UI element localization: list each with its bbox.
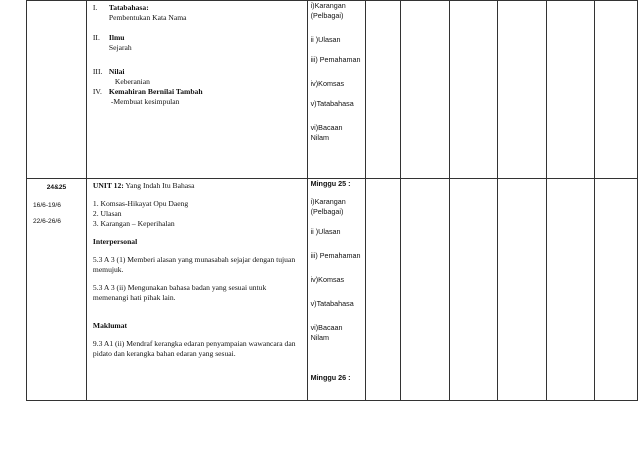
lesson-plan-table	[26, 0, 638, 401]
list-item: II. Ilmu	[92, 33, 125, 42]
empty-cell	[401, 179, 450, 401]
empty-cell	[450, 1, 498, 179]
list-item: I. Tatabahasa:	[92, 3, 149, 12]
skills-cell: Minggu 25 : i)Karangan (Pelbagai) ii )Ulasan iii) Pemahaman iv)Komsas v)Tatabahasa vi)Bacaan Nilam Minggu 26 :	[307, 179, 365, 401]
table-row	[27, 1, 638, 179]
empty-cell	[498, 179, 547, 401]
empty-cell	[498, 1, 547, 179]
empty-cell	[401, 1, 450, 179]
empty-cell	[365, 179, 401, 401]
empty-cell	[595, 179, 638, 401]
week-cell	[27, 1, 87, 179]
topic-cell: UNIT 12: Yang Indah Itu Bahasa 1. Komsas-Hikayat Opu Daeng 2. Ulasan 3. Karangan – Keperihalan Interpersonal 5.3 A 3 (1) Memberi alasan yang munasabah sejajar dengan tujuan memujuk. 5.3 A 3 (ii) Mengunakan bahasa badan yang sesuai untuk memenangi hati pihak lain. Maklumat 9.3 A1 (ii) Mendraf kerangka edaran penyampaian wawancara dan pidato dan kerangka bahan edaran yang sesuai.	[86, 179, 307, 401]
date-range: 16/6-19/6	[33, 202, 61, 209]
week-label: Minggu 26 :	[310, 373, 351, 382]
section-heading: Interpersonal	[92, 237, 138, 246]
section-heading: Maklumat	[92, 321, 128, 330]
skills-cell: i)Karangan (Pelbagai) ii )Ulasan iii) Pemahaman iv)Komsas v)Tatabahasa vi)Bacaan Nilam	[307, 1, 365, 179]
week-cell	[27, 179, 87, 401]
empty-cell	[365, 1, 401, 179]
unit-heading: UNIT 12: Yang Indah Itu Bahasa	[92, 181, 195, 190]
week-label: Minggu 25 :	[310, 179, 351, 188]
empty-cell	[450, 179, 498, 401]
date-range: 22/6-26/6	[33, 218, 61, 225]
empty-cell	[595, 1, 638, 179]
list-item: IV. Kemahiran Bernilai Tambah	[92, 87, 203, 96]
list-item: III. Nilai	[92, 67, 125, 76]
topic-cell: I. Tatabahasa: Pembentukan Kata Nama II. Ilmu Sejarah III. Nilai Keberanian IV. Kemahiran Bernilai Tambah -Membuat kesimpulan	[86, 1, 307, 179]
week-number: 24&25	[46, 184, 67, 191]
empty-cell	[547, 1, 595, 179]
empty-cell	[547, 179, 595, 401]
table-row	[27, 179, 638, 401]
